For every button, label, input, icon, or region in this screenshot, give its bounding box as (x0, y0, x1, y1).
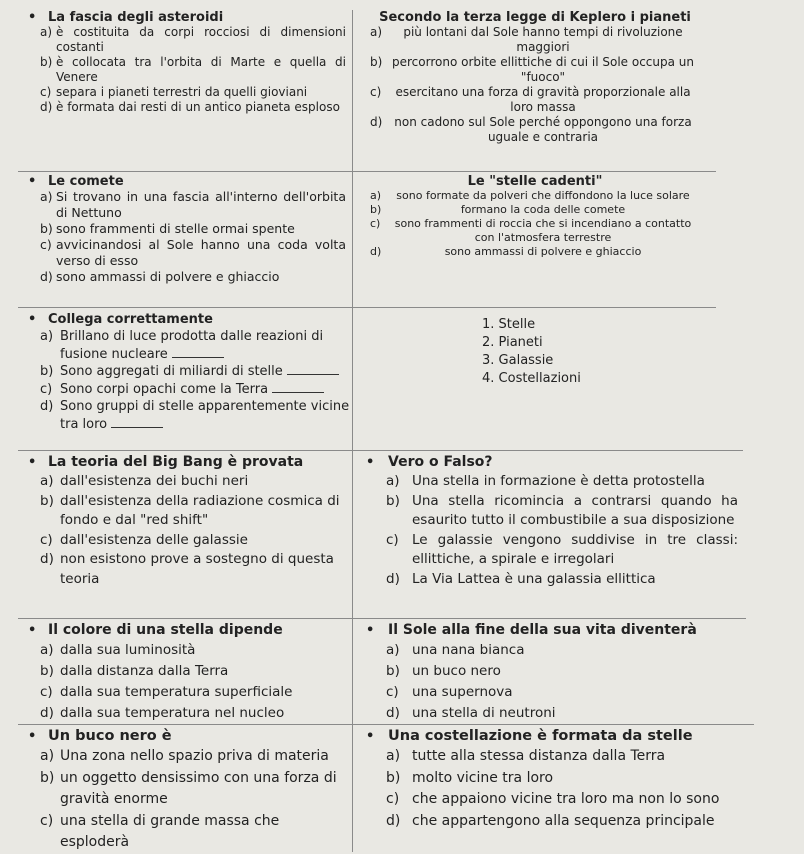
column-divider (352, 10, 353, 852)
option-b: b) un oggetto densissimo con una forza di gravità enorme (40, 769, 337, 807)
option-b: b) formano la coda delle comete (370, 203, 626, 216)
row-divider (18, 618, 746, 619)
bullet-icon: • (28, 174, 37, 189)
option-b: b) un buco nero (386, 663, 501, 679)
bullet-icon: • (28, 729, 37, 744)
option-c: c) che appaiono vicine tra loro ma non lo sono (386, 791, 720, 807)
answer-blank[interactable] (111, 416, 163, 428)
option-b: b) è collocata tra l'orbita di Marte e quella di Venere (40, 55, 346, 84)
bullet-icon: • (366, 623, 375, 638)
question-title: • Il colore di una stella dipende (28, 622, 283, 638)
option-a: a) Una zona nello spazio priva di materia (40, 748, 329, 764)
bullet-icon: • (28, 623, 37, 638)
answer-blank[interactable] (272, 381, 324, 393)
list-item: 3. Galassie (482, 353, 554, 368)
option-b: b) Sono aggregati di miliardi di stelle (40, 363, 350, 381)
question-title: • La teoria del Big Bang è provata (28, 454, 304, 470)
bullet-icon: • (366, 455, 375, 470)
option-d: d) sono ammassi di polvere e ghiaccio (40, 269, 280, 284)
option-d: d) è formata dai resti di un antico pianeta esploso (40, 100, 340, 114)
option-b: b) dall'esistenza della radiazione cosmica di fondo e dal "red shift" (40, 492, 340, 528)
option-d: d) dalla sua temperatura nel nucleo (40, 705, 285, 721)
option-d: d) non esistono prove a sostegno di questa teoria (40, 551, 334, 587)
row-divider (18, 450, 743, 451)
question-title: • Le comete (28, 174, 124, 189)
question-big-bang (28, 453, 350, 589)
option-d: d) Sono gruppi di stelle apparentemente vicine tra loro (40, 399, 350, 432)
row-divider (18, 171, 716, 172)
question-asteroid-belt (28, 10, 346, 115)
question-constellation (366, 727, 746, 832)
bullet-icon: • (28, 455, 37, 470)
option-a: a) dalla sua luminosità (40, 642, 196, 658)
question-title: • Un buco nero è (28, 728, 172, 744)
bullet-icon: • (28, 10, 37, 25)
option-b: b) dalla distanza dalla Terra (40, 663, 229, 679)
option-c: c) dall'esistenza delle galassie (40, 531, 248, 548)
row-divider (18, 307, 716, 308)
bullet-icon: • (28, 312, 37, 327)
row-divider (18, 724, 754, 725)
question-black-hole (28, 727, 350, 854)
option-c: c) una stella di grande massa che esploderà (40, 812, 280, 850)
list-item: 2. Pianeti (482, 335, 543, 350)
option-a: a) Brillano di luce prodotta dalle reazioni di fusione nucleare (40, 329, 324, 362)
option-c: c) esercitano una forza di gravità proporzionale alla loro massa (370, 85, 691, 114)
option-d: d) La Via Lattea è una galassia ellittica (386, 570, 656, 587)
answer-blank[interactable] (287, 363, 339, 375)
option-a: a) una nana bianca (386, 642, 525, 658)
question-matching (28, 311, 350, 433)
answer-blank[interactable] (172, 346, 224, 358)
option-a: a) Si trovano in una fascia all'interno dell'orbita di Nettuno (40, 189, 346, 220)
option-a: a) Una stella in formazione è detta protostella (386, 473, 705, 489)
option-d: d) sono ammassi di polvere e ghiaccio (370, 245, 642, 258)
question-true-false (366, 453, 738, 589)
option-b: b) molto vicine tra loro (386, 769, 554, 786)
option-c: c) avvicinandosi al Sole hanno una coda volta verso di esso (40, 237, 346, 268)
question-title: • Una costellazione è formata da stelle (366, 728, 693, 744)
option-a: a) tutte alla stessa distanza dalla Terra (386, 748, 666, 764)
option-c: c) sono frammenti di roccia che si incendiano a contatto con l'atmosfera terrestre (370, 217, 692, 244)
question-title: • La fascia degli asteroidi (28, 10, 224, 25)
option-b: b) sono frammenti di stelle ormai spente (40, 221, 295, 236)
option-d: d) non cadono sul Sole perché oppongono una forza uguale e contraria (370, 115, 692, 144)
option-a: a) più lontani dal Sole hanno tempi di rivoluzione maggiori (370, 25, 683, 54)
question-comets (28, 174, 346, 285)
question-title: • Collega correttamente (28, 312, 213, 327)
question-title: Le "stelle cadenti" (467, 174, 603, 189)
option-c: c) dalla sua temperatura superficiale (40, 684, 293, 700)
option-a: a) è costituita da corpi rocciosi di dimensioni costanti (40, 25, 346, 54)
option-c: c) una supernova (386, 684, 513, 700)
option-a: a) sono formate da polveri che diffondono la luce solare (370, 189, 690, 202)
option-a: a) dall'esistenza dei buchi neri (40, 473, 249, 489)
option-b: b) percorrono orbite ellittiche di cui il Sole occupa un "fuoco" (370, 55, 694, 84)
option-d: d) una stella di neutroni (386, 705, 556, 721)
option-c: c) Sono corpi opachi come la Terra (40, 381, 350, 399)
question-title: Secondo la terza legge di Keplero i pianeti (379, 10, 691, 25)
bullet-icon: • (366, 729, 375, 744)
list-item: 4. Costellazioni (482, 371, 581, 386)
question-title: • Vero o Falso? (366, 454, 493, 470)
question-kepler-third-law (370, 10, 700, 145)
option-d: d) che appartengono alla sequenza principale (386, 812, 715, 829)
matching-list (482, 316, 682, 388)
question-title: • Il Sole alla fine della sua vita diventerà (366, 622, 697, 638)
option-b: b) Una stella ricomincia a contrarsi quando ha esaurito tutto il combustibile a sua disposizione (386, 492, 738, 528)
list-item: 1. Stelle (482, 317, 536, 332)
option-c: c) separa i pianeti terrestri da quelli gioviani (40, 85, 308, 99)
question-sun-end (366, 621, 738, 724)
question-shooting-stars (370, 174, 700, 259)
question-star-color (28, 621, 350, 724)
option-c: c) Le galassie vengono suddivise in tre classi: ellittiche, a spirale e irregolari (386, 531, 738, 567)
